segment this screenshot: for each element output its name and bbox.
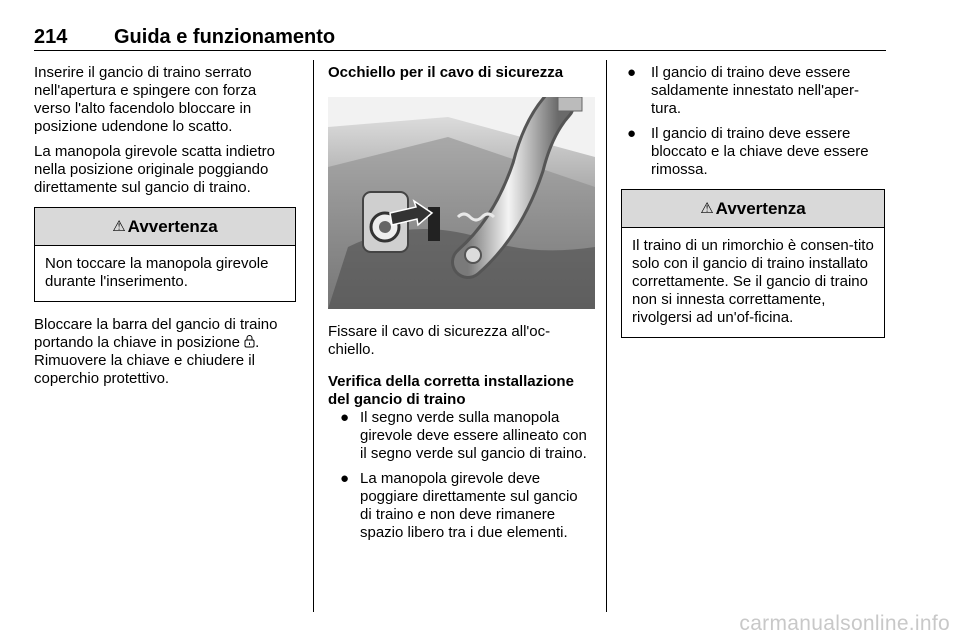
list-item	[328, 409, 593, 463]
warning-triangle-icon: ⚠	[112, 217, 126, 235]
tow-hook-illustration	[328, 97, 595, 309]
warning-text: Il traino di un rimorchio è consen-tito solo con il gancio di traino installato correttamente. Se il gancio di traino non si innesta correttamente, rivolgersi ad un'of-ficina.	[632, 237, 874, 326]
list-item-text: La manopola girevole deve poggiare direttamente sul gancio di traino e non deve rimanere spazio libero tra i due elementi.	[360, 470, 578, 541]
paragraph	[34, 316, 296, 388]
warning-triangle-icon: ⚠	[700, 199, 714, 217]
column-3	[621, 64, 885, 352]
column-divider	[606, 60, 607, 612]
bullet-dot: ●	[627, 64, 637, 81]
list-item	[621, 125, 885, 179]
watermark: carmanualsonline.info	[739, 612, 950, 635]
column-divider	[313, 60, 314, 612]
bullet-dot: ●	[340, 409, 350, 426]
page-number: 214	[34, 26, 68, 48]
warning-header	[35, 208, 295, 246]
section-subheading: Verifica della corretta installazione del gancio di traino	[328, 373, 574, 408]
list-item	[621, 64, 885, 118]
list-item-text: Il gancio di traino deve essere saldamente innestato nell'aper-tura.	[651, 64, 859, 117]
figure-caption: Fissare il cavo di sicurezza all'oc-chiello.	[328, 323, 551, 358]
paragraph-text: Bloccare la barra del gancio di traino portando la chiave in posizione	[34, 316, 278, 351]
warning-header	[622, 190, 884, 228]
lock-icon	[244, 334, 255, 348]
paragraph: Inserire il gancio di traino serrato nell'apertura e spingere con forza verso l'alto facendolo bloccare in posizione udendone lo scatto.	[34, 64, 257, 135]
list-item-text: Il segno verde sulla manopola girevole deve essere allineato con il segno verde sul gancio di traino.	[360, 409, 587, 462]
list-item	[328, 470, 593, 542]
warning-text: Non toccare la manopola girevole durante l'inserimento.	[45, 255, 269, 290]
warning-title: Avvertenza	[127, 216, 218, 236]
section-heading: Occhiello per il cavo di sicurezza	[328, 64, 564, 81]
paragraph: La manopola girevole scatta indietro nella posizione originale poggiando direttamente sul gancio di traino.	[34, 143, 275, 196]
checklist	[621, 64, 885, 179]
paragraph-text: .	[255, 334, 260, 351]
warning-box	[621, 189, 885, 338]
page-header	[34, 26, 886, 51]
list-item-text: Il gancio di traino deve essere bloccato e la chiave deve essere rimossa.	[651, 125, 869, 178]
checklist	[328, 409, 593, 542]
bullet-dot: ●	[340, 470, 350, 487]
column-1	[34, 64, 296, 395]
bullet-dot: ●	[627, 125, 637, 142]
column-2	[328, 64, 593, 549]
chapter-title: Guida e funzionamento	[114, 26, 336, 48]
warning-box	[34, 207, 296, 302]
paragraph-text: Rimuovere la chiave e chiudere il coperchio protettivo.	[34, 352, 255, 387]
warning-title: Avvertenza	[715, 198, 806, 218]
